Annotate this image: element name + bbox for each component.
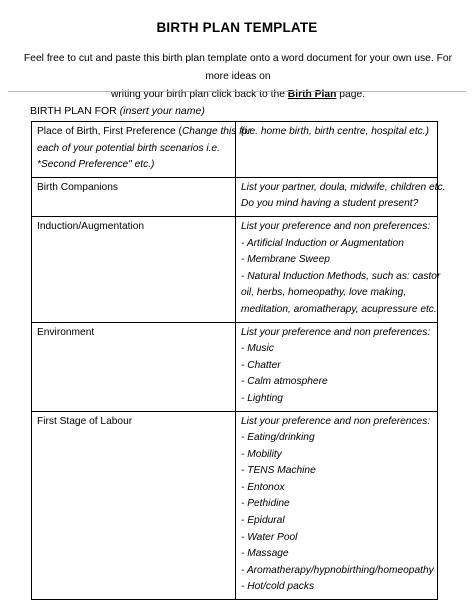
- induction-label: Induction/Augmentation: [37, 220, 145, 232]
- environment-label: Environment: [37, 326, 95, 338]
- table-row-place-of-birth: [32, 122, 438, 178]
- place-of-birth-line-2: each of your potential birth scenarios i.e.: [37, 142, 220, 154]
- list-item: (i.e. home birth, birth centre, hospital etc.): [241, 126, 429, 137]
- birth-companions-options-cell[interactable]: [236, 177, 446, 216]
- intro-line-2-end: page.: [336, 89, 366, 100]
- list-item: - Chatter: [241, 359, 281, 371]
- place-of-birth-label: Place of Birth, First Preference (: [37, 126, 182, 137]
- induction-cell: [32, 216, 236, 322]
- list-item: oil, herbs, homeopathy, love making,: [241, 287, 407, 299]
- list-item: - Aromatherapy/hypnobirthing/homeopathy: [241, 564, 434, 576]
- first-stage-labour-label: First Stage of Labour: [37, 415, 133, 427]
- birth-companions-label: Birth Companions: [37, 181, 118, 193]
- list-item: - Water Pool: [241, 531, 298, 543]
- first-stage-labour-options-cell[interactable]: [236, 411, 438, 600]
- place-of-birth-options-cell[interactable]: [236, 122, 438, 178]
- list-item: meditation, aromatherapy, acupressure etc.: [241, 303, 437, 315]
- list-item: - Entonox: [241, 481, 285, 493]
- list-item: Do you mind having a student present?: [241, 198, 419, 210]
- list-item: - Hot/cold packs: [241, 581, 315, 593]
- list-item: List your preference and non preferences:: [241, 415, 431, 427]
- list-item: - Epidural: [241, 515, 285, 527]
- environment-cell: [32, 322, 236, 411]
- first-stage-labour-cell: [32, 411, 236, 600]
- list-item: - Eating/drinking: [241, 432, 315, 444]
- intro-paragraph: [14, 50, 462, 104]
- horizontal-divider: [8, 91, 466, 92]
- list-item: - Natural Induction Methods, such as: castor: [241, 270, 441, 282]
- list-item: List your preference and non preferences:: [241, 220, 431, 232]
- intro-line-2-start: writing your birth plan click back to the: [110, 89, 288, 100]
- list-item: - Membrane Sweep: [241, 254, 330, 266]
- birth-plan-for-label: BIRTH PLAN FOR: [30, 105, 120, 117]
- list-item: - TENS Machine: [241, 465, 316, 477]
- table-row-first-stage-labour: [32, 411, 438, 600]
- intro-line-2: [14, 86, 462, 104]
- list-item: - Calm atmosphere: [241, 376, 328, 388]
- document-title: BIRTH PLAN TEMPLATE: [156, 20, 318, 35]
- environment-options-cell[interactable]: [236, 322, 438, 411]
- intro-line-1: Feel free to cut and paste this birth plan template onto a word document for your own use. For more ideas on: [23, 53, 453, 82]
- list-item: - Music: [241, 343, 274, 355]
- insert-name-hint: (insert your name): [119, 105, 205, 117]
- list-item: - Massage: [241, 548, 289, 560]
- place-of-birth-cell: [32, 122, 252, 178]
- birth-companions-cell: [32, 177, 236, 216]
- induction-options-cell[interactable]: [236, 216, 441, 322]
- table-row-induction: [32, 216, 438, 322]
- birth-plan-table: [31, 121, 446, 600]
- birth-plan-for-heading: [30, 105, 205, 117]
- list-item: List your partner, doula, midwife, children etc.: [241, 181, 446, 193]
- table-row-environment: [32, 322, 438, 411]
- list-item: List your preference and non preferences:: [241, 326, 431, 338]
- place-of-birth-line-3: *Second Preference" etc.): [37, 159, 155, 171]
- list-item: - Lighting: [241, 392, 283, 404]
- birth-plan-link[interactable]: Birth Plan: [287, 89, 337, 100]
- place-of-birth-instruction-start: Change this for: [181, 126, 252, 137]
- list-item: - Mobility: [241, 448, 282, 460]
- place-of-birth-line-1: [37, 124, 252, 141]
- list-item: - Pethidine: [241, 498, 290, 510]
- table-row-birth-companions: [32, 177, 438, 216]
- list-item: - Artificial Induction or Augmentation: [241, 237, 404, 249]
